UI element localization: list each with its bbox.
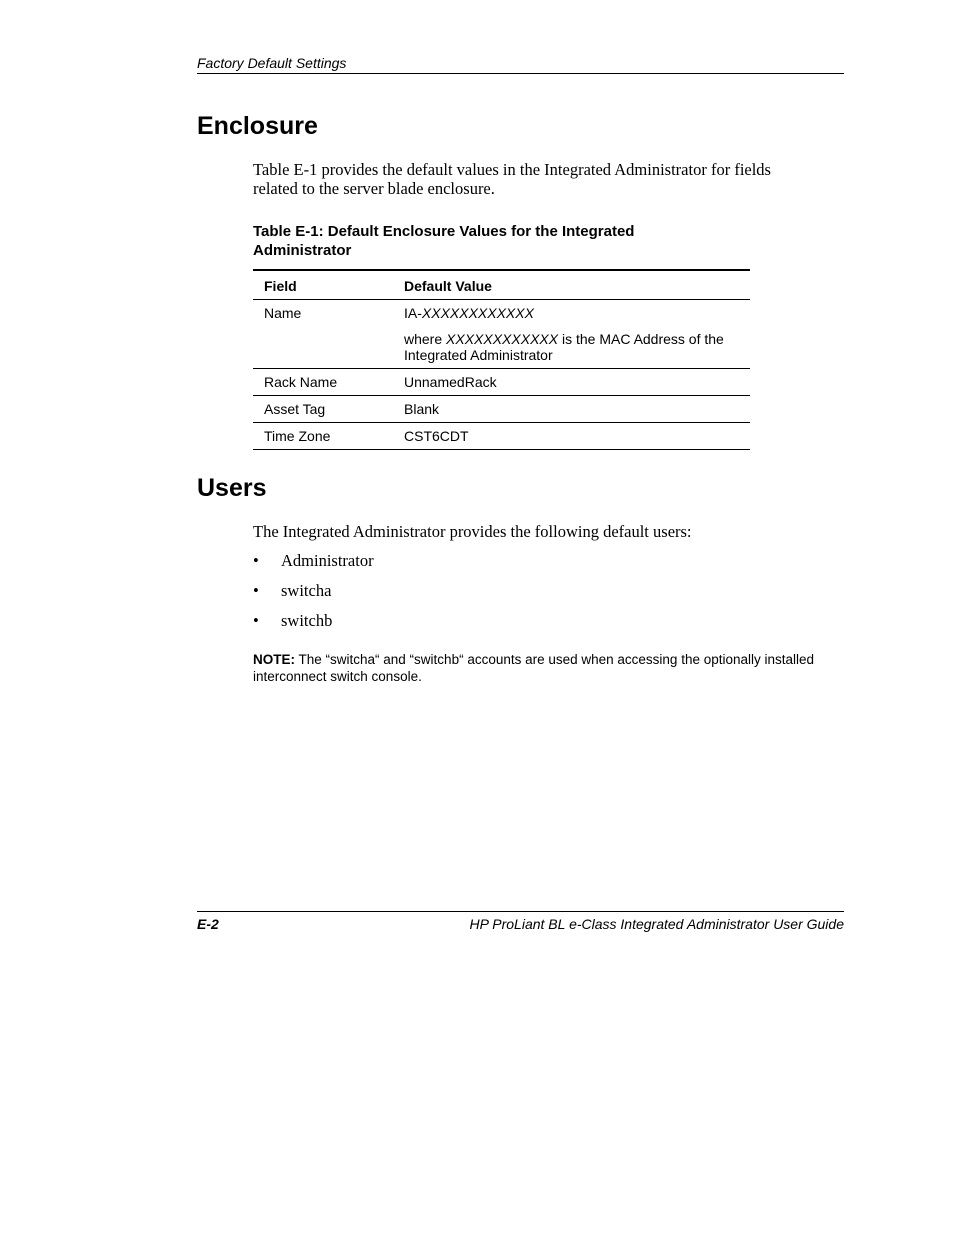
users-intro: The Integrated Administrator provides the following default users: <box>253 522 692 541</box>
section-heading-users: Users <box>197 474 267 502</box>
running-header: Factory Default Settings <box>197 55 844 74</box>
table-row <box>253 423 750 450</box>
list-item <box>253 610 374 640</box>
value-cell: CST6CDT <box>393 423 750 450</box>
list-item-label: switchb <box>281 611 333 630</box>
bullet-icon: • <box>253 611 259 630</box>
explanation-post: is the MAC Address of the Integrated Administrator <box>404 331 724 363</box>
default-users-list <box>253 550 374 640</box>
name-value-explanation <box>404 331 750 363</box>
field-cell: Rack Name <box>253 369 393 396</box>
field-cell: Name <box>253 300 393 369</box>
table-row <box>253 396 750 423</box>
note-label: NOTE: <box>253 652 295 667</box>
note-text: The “switcha“ and “switchb“ accounts are used when accessing the optionally installed interconnect switch console. <box>253 652 815 684</box>
table-caption: Table E-1: Default Enclosure Values for the Integrated Administrator <box>253 223 635 259</box>
value-cell: UnnamedRack <box>393 369 750 396</box>
section-heading-enclosure: Enclosure <box>197 112 318 140</box>
field-cell: Time Zone <box>253 423 393 450</box>
field-cell: Asset Tag <box>253 396 393 423</box>
value-cell <box>393 300 750 369</box>
bullet-icon: • <box>253 581 259 600</box>
explanation-placeholder: XXXXXXXXXXXX <box>446 331 559 347</box>
note-block <box>253 651 848 685</box>
default-values-table <box>253 269 750 450</box>
list-item-label: Administrator <box>281 551 374 570</box>
column-header-field: Field <box>253 270 393 300</box>
explanation-pre: where <box>404 331 447 347</box>
enclosure-intro: Table E-1 provides the default values in the Integrated Administrator for fields related to the server blade enclosure. <box>253 160 771 198</box>
table-row <box>253 369 750 396</box>
page-number: E-2 <box>197 916 219 932</box>
list-item-label: switcha <box>281 581 332 600</box>
name-value <box>404 305 750 321</box>
list-item <box>253 580 374 610</box>
bullet-icon: • <box>253 551 259 570</box>
name-value-prefix: IA- <box>404 305 422 321</box>
table-row <box>253 300 750 369</box>
running-footer <box>197 911 844 932</box>
table-header-row <box>253 270 750 300</box>
value-cell: Blank <box>393 396 750 423</box>
book-title: HP ProLiant BL e-Class Integrated Administrator User Guide <box>469 916 844 932</box>
column-header-default-value: Default Value <box>393 270 750 300</box>
list-item <box>253 550 374 580</box>
name-value-placeholder: XXXXXXXXXXXX <box>421 305 534 321</box>
